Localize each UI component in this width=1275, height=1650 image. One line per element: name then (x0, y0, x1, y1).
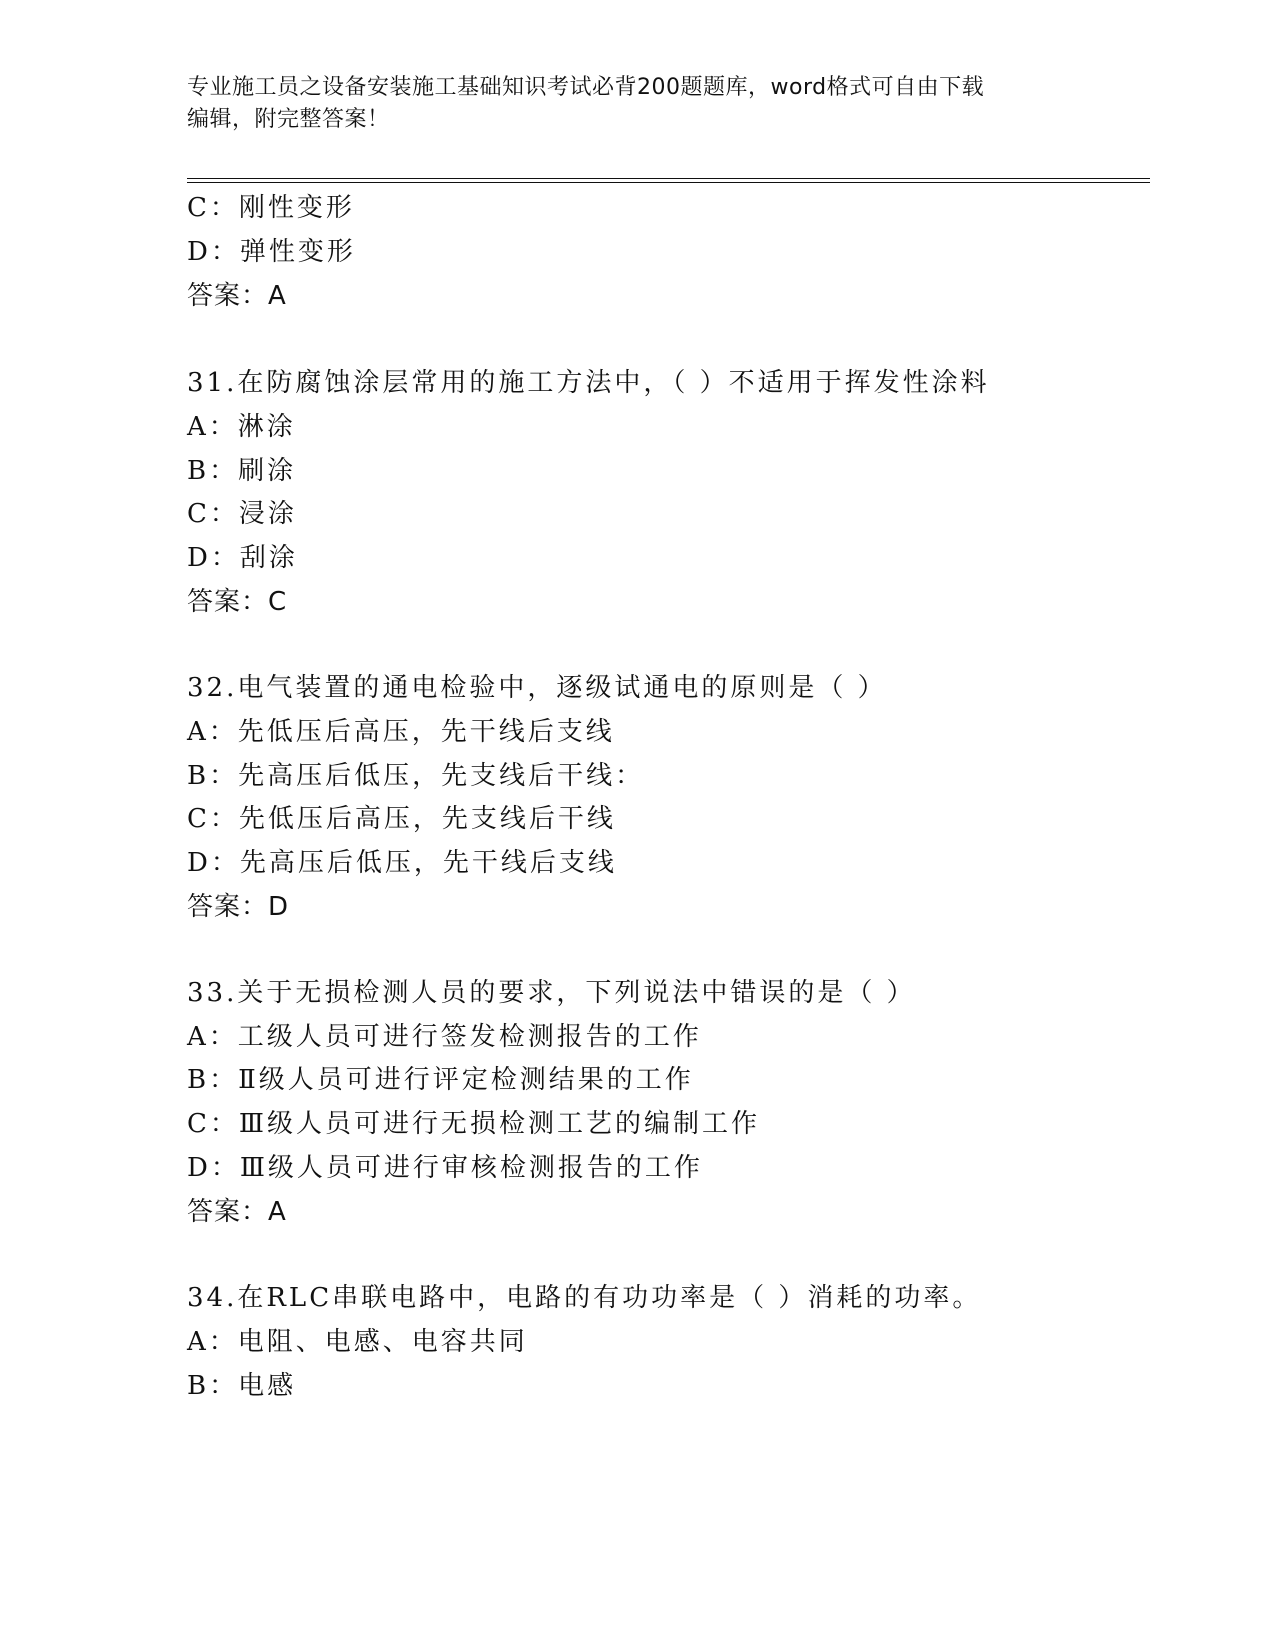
q30-option-c: C：刚性变形 (187, 193, 355, 223)
q34-option-b: B：电感 (187, 1371, 297, 1401)
q32-answer: 答案：D (187, 892, 290, 922)
q32-option-c: C：先低压后高压，先支线后干线 (187, 804, 616, 834)
q32-option-a: A：先低压后高压，先干线后支线 (187, 717, 615, 747)
q34-stem: 34.在RLC串联电路中，电路的有功功率是（ ）消耗的功率。 (187, 1283, 982, 1313)
q31-stem: 31.在防腐蚀涂层常用的施工方法中，（ ）不适用于挥发性涂料 (187, 368, 990, 398)
header-divider-bottom (187, 182, 1150, 183)
q33-option-a: A：工级人员可进行签发检测报告的工作 (187, 1022, 702, 1052)
q33-option-b: B：Ⅱ级人员可进行评定检测结果的工作 (187, 1065, 694, 1095)
q31-answer: 答案：C (187, 587, 288, 617)
q33-option-d: D：Ⅲ级人员可进行审核检测报告的工作 (187, 1153, 703, 1183)
q32-option-b: B：先高压后低压，先支线后干线： (187, 761, 645, 791)
header-title-line-2: 编辑，附完整答案！ (187, 107, 390, 132)
q31-option-a: A：淋涂 (187, 412, 296, 442)
q34-option-a: A：电阻、电感、电容共同 (187, 1327, 528, 1357)
q31-option-c: C：浸涂 (187, 499, 297, 529)
q31-option-b: B：刷涂 (187, 456, 297, 486)
q32-option-d: D：先高压后低压，先干线后支线 (187, 848, 617, 878)
page-header (187, 72, 1087, 136)
q33-stem: 33.关于无损检测人员的要求，下列说法中错误的是（ ） (187, 978, 916, 1008)
header-title-line-1: 专业施工员之设备安装施工基础知识考试必背200题题库，word格式可自由下载 (187, 75, 985, 100)
q33-option-c: C：Ⅲ级人员可进行无损检测工艺的编制工作 (187, 1109, 760, 1139)
q31-option-d: D：刮涂 (187, 543, 298, 573)
q30-answer: 答案：A (187, 281, 287, 311)
q30-option-d: D：弹性变形 (187, 237, 356, 267)
q33-answer: 答案：A (187, 1197, 287, 1227)
header-divider-top (187, 178, 1150, 179)
q32-stem: 32.电气装置的通电检验中，逐级试通电的原则是（ ） (187, 673, 887, 703)
